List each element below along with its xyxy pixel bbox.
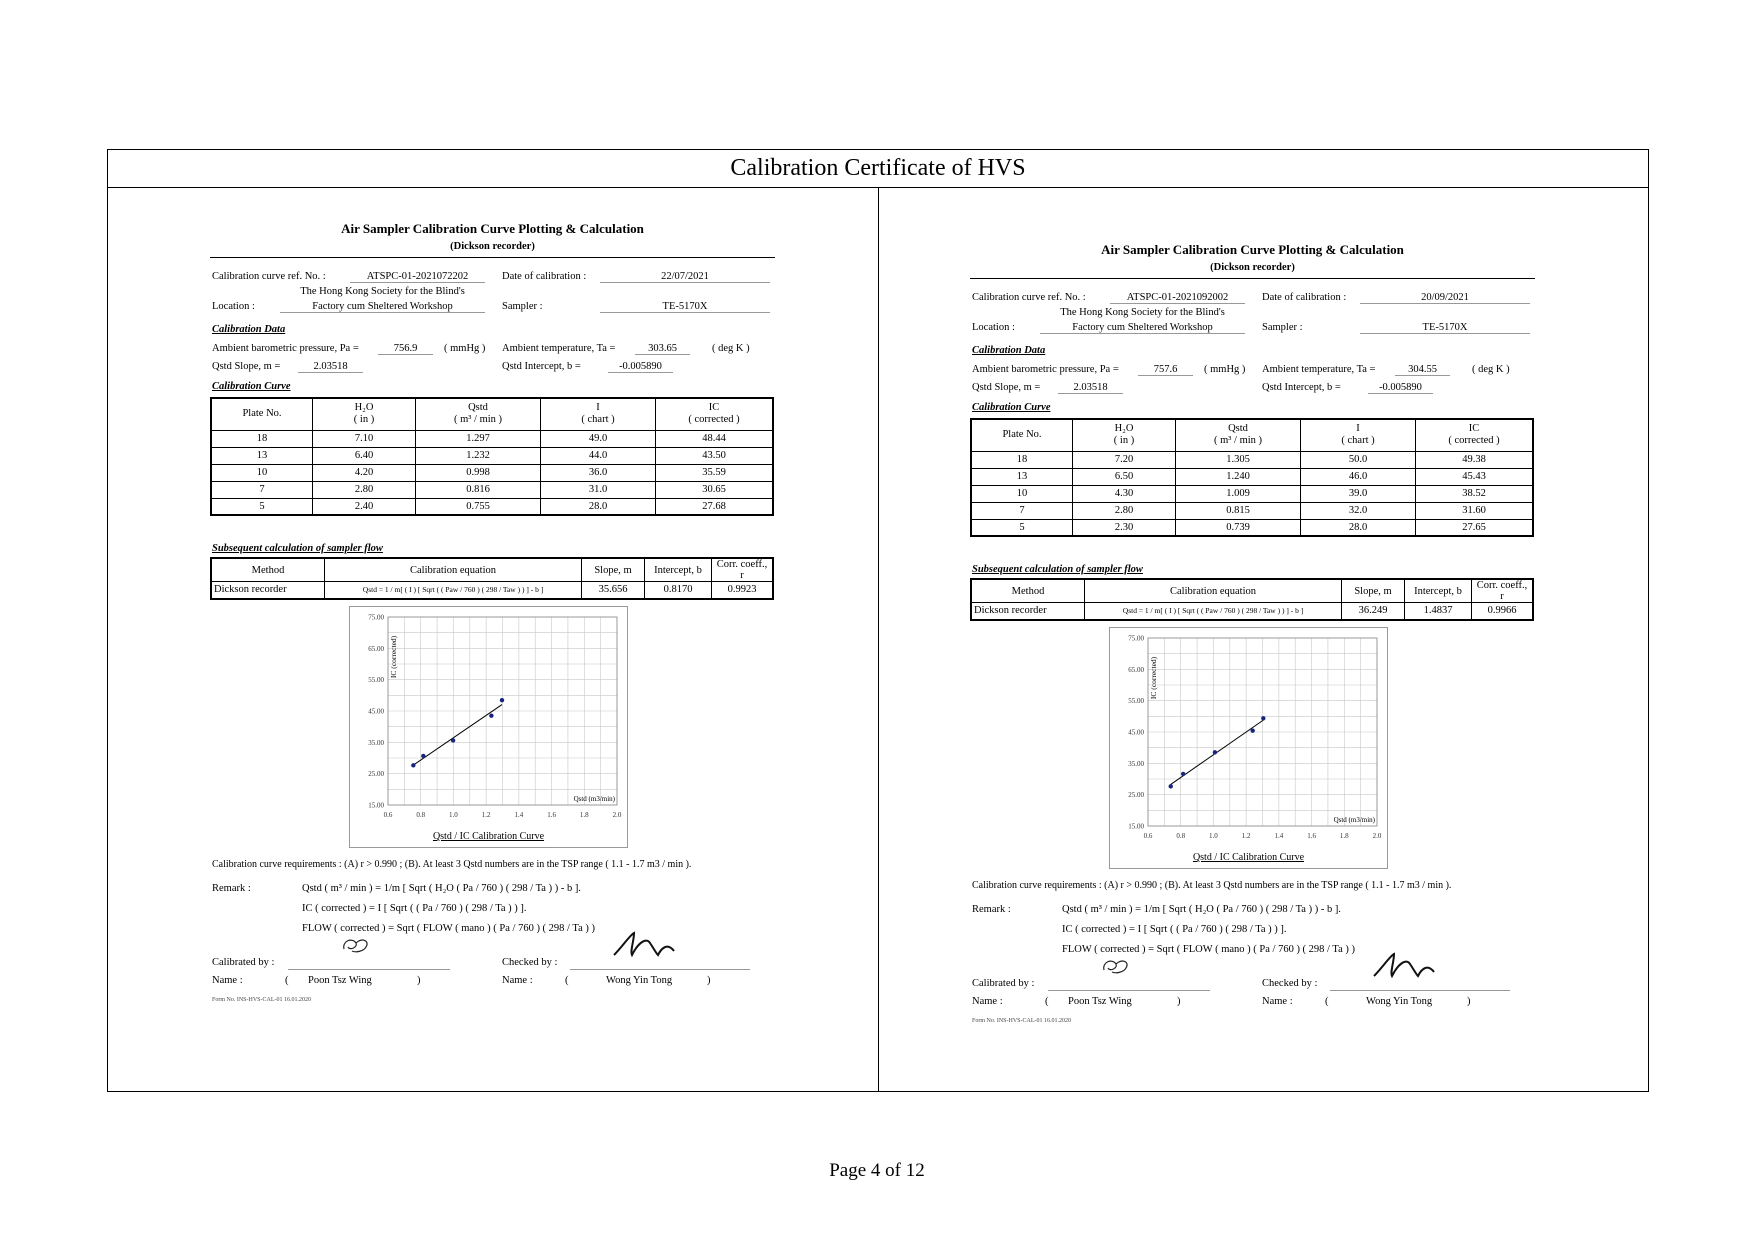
table-row — [211, 481, 773, 498]
col-plate-no — [211, 398, 313, 430]
sub-cell-text: Dickson recorder — [974, 605, 1047, 617]
location-label: Location : — [972, 322, 1015, 333]
chart-svg — [350, 607, 627, 847]
form-number: Form No. INS-HVS-CAL-01 16.01.2020 — [972, 1018, 1071, 1024]
remark-line-2: IC ( corrected ) = I [ Sqrt ( ( Pa / 760 ) ( 298 / Ta ) ) ]. — [302, 903, 527, 914]
sub-cell-text: 0.8170 — [663, 584, 693, 596]
panel-heading: Air Sampler Calibration Curve Plotting & Calculation — [1101, 242, 1404, 257]
col-i — [1301, 419, 1416, 451]
panel-subheading: (Dickson recorder) — [1210, 262, 1295, 273]
sub-corr — [712, 582, 774, 599]
pa-unit: ( mmHg ) — [444, 343, 486, 354]
x-tick-label: 0.8 — [416, 811, 426, 819]
intercept-label: Qstd Intercept, b = — [502, 361, 581, 372]
ta-value: 304.55 — [1395, 364, 1450, 376]
sub-header-text: Intercept, b — [654, 564, 702, 576]
calibrator-name: Poon Tsz Wing — [1068, 996, 1132, 1007]
calibrated-by-label: Calibrated by : — [212, 957, 275, 968]
curve-header-text: ( in ) — [1113, 435, 1135, 447]
remark-label: Remark : — [972, 904, 1011, 915]
sub-header-text: Calibration equation — [1169, 585, 1257, 597]
curve-header-text: ( chart ) — [581, 414, 615, 426]
table-cell: 13 — [971, 468, 1073, 485]
col-h2o — [313, 398, 416, 430]
table-cell: 0.755 — [416, 498, 541, 515]
checker-paren-close: ) — [1467, 996, 1471, 1007]
panel-subheading: (Dickson recorder) — [450, 241, 535, 252]
table-cell: 6.50 — [1073, 468, 1176, 485]
table-cell: 0.816 — [416, 481, 541, 498]
slope-label: Qstd Slope, m = — [212, 361, 281, 372]
table-cell: 43.50 — [656, 447, 774, 464]
table-cell: 44.0 — [541, 447, 656, 464]
sub-cell-text: Qstd = 1 / m[ ( I ) [ Sqrt ( ( Paw / 760 ) ( 298 / Taw ) ) ] - b ] — [362, 585, 544, 595]
x-tick-label: 1.2 — [481, 811, 491, 819]
sub-header-text: Corr. coeff., r — [1476, 580, 1528, 602]
sub-col-slope — [582, 558, 645, 582]
sub-header-text: Method — [1011, 585, 1045, 597]
calibration-curve-table — [970, 418, 1534, 537]
slope-label: Qstd Slope, m = — [972, 382, 1041, 393]
sub-col-corr — [1472, 579, 1534, 603]
curve-header-text: ( corrected ) — [1448, 435, 1500, 447]
intercept-value: -0.005890 — [1368, 382, 1433, 394]
ref-label: Calibration curve ref. No. : — [972, 292, 1086, 303]
sub-col-intercept — [1405, 579, 1472, 603]
calibrator-paren-open: ( — [285, 975, 289, 986]
table-cell: 1.009 — [1176, 485, 1301, 502]
checker-name: Wong Yin Tong — [1366, 996, 1433, 1007]
table-cell: 2.80 — [313, 481, 416, 498]
sub-cell-text: Dickson recorder — [214, 584, 287, 596]
sub-header-text: Intercept, b — [1414, 585, 1462, 597]
table-cell: 2.40 — [313, 498, 416, 515]
col-qstd — [416, 398, 541, 430]
x-tick-label: 1.6 — [547, 811, 556, 819]
table-row — [211, 430, 773, 447]
y-tick-label: 65.00 — [368, 644, 384, 653]
curve-header-text: H₂O — [1114, 423, 1134, 435]
data-point — [451, 738, 455, 742]
y-tick-label: 75.00 — [368, 613, 384, 622]
subsequent-calc-title: Subsequent calculation of sampler flow — [972, 564, 1143, 575]
x-axis-inner-label: Qstd (m3/min) — [1333, 816, 1375, 824]
data-point — [1250, 728, 1254, 732]
calibrator-paren-open: ( — [1045, 996, 1049, 1007]
table-cell: 49.0 — [541, 430, 656, 447]
date-value: 22/07/2021 — [600, 271, 770, 283]
sub-intercept — [1405, 603, 1472, 620]
y-tick-label: 45.00 — [1128, 728, 1144, 737]
col-qstd — [1176, 419, 1301, 451]
sub-cell-text: 0.9923 — [727, 584, 757, 596]
sub-header-text: Calibration equation — [409, 564, 497, 576]
table-cell: 7.10 — [313, 430, 416, 447]
certificate-title: Calibration Certificate of HVS — [108, 150, 1648, 188]
x-tick-label: 1.2 — [1241, 832, 1251, 840]
x-tick-label: 1.4 — [1274, 832, 1284, 840]
date-label: Date of calibration : — [502, 271, 587, 282]
pa-value: 756.9 — [378, 343, 433, 355]
x-tick-label: 1.6 — [1307, 832, 1316, 840]
table-cell: 5 — [211, 498, 313, 515]
col-h2o — [1073, 419, 1176, 451]
curve-header-text: IC — [1468, 423, 1480, 435]
calibration-rows — [971, 451, 1533, 536]
checked-by-label: Checked by : — [1262, 978, 1318, 989]
curve-header-text: ( m³ / min ) — [453, 414, 503, 426]
calibration-curve-title: Calibration Curve — [972, 402, 1051, 413]
table-cell: 7.20 — [1073, 451, 1176, 468]
data-point — [1181, 772, 1185, 776]
x-axis-label: Qstd / IC Calibration Curve — [1192, 852, 1305, 863]
date-label: Date of calibration : — [1262, 292, 1347, 303]
x-tick-label: 1.8 — [1339, 832, 1349, 840]
y-axis-label: IC (corrected) — [1149, 656, 1158, 700]
panel-heading: Air Sampler Calibration Curve Plotting & Calculation — [341, 221, 644, 236]
subsequent-calc-table — [970, 578, 1534, 621]
table-cell: 32.0 — [1301, 502, 1416, 519]
sub-cell-text: 1.4837 — [1423, 605, 1453, 617]
intercept-label: Qstd Intercept, b = — [1262, 382, 1341, 393]
y-tick-label: 25.00 — [1128, 791, 1144, 800]
table-cell: 28.0 — [1301, 519, 1416, 536]
pa-label: Ambient barometric pressure, Pa = — [972, 364, 1119, 375]
checker-paren-open: ( — [565, 975, 569, 986]
curve-header-text: Qstd — [468, 402, 488, 414]
curve-header-text: Plate No. — [242, 408, 282, 420]
data-point — [1213, 750, 1217, 754]
sub-cell-text: 0.9966 — [1487, 605, 1517, 617]
table-cell: 31.60 — [1416, 502, 1534, 519]
checker-name: Wong Yin Tong — [606, 975, 673, 986]
checker-name-label: Name : — [502, 975, 533, 986]
x-tick-label: 1.4 — [514, 811, 524, 819]
table-row — [971, 468, 1533, 485]
ta-label: Ambient temperature, Ta = — [502, 343, 616, 354]
x-axis-label: Qstd / IC Calibration Curve — [432, 831, 545, 842]
table-cell: 1.297 — [416, 430, 541, 447]
slope-value: 2.03518 — [298, 361, 363, 373]
table-cell: 35.59 — [656, 464, 774, 481]
sub-header-text: Slope, m — [594, 564, 632, 576]
location-line2: Factory cum Sheltered Workshop — [1040, 322, 1245, 334]
x-tick-label: 0.6 — [383, 811, 393, 819]
x-tick-label: 1.0 — [449, 811, 458, 819]
pa-value: 757.6 — [1138, 364, 1193, 376]
data-point — [1169, 784, 1173, 788]
remark-line-2: IC ( corrected ) = I [ Sqrt ( ( Pa / 760 ) ( 298 / Ta ) ) ]. — [1062, 924, 1287, 935]
sub-method — [971, 603, 1085, 620]
calibration-data-title: Calibration Data — [212, 324, 286, 335]
remark-line-1: Qstd ( m³ / min ) = 1/m [ Sqrt ( H₂O ( Pa / 760 ) ( 298 / Ta ) ) - b ]. — [302, 883, 581, 894]
table-cell: 1.232 — [416, 447, 541, 464]
y-tick-label: 55.00 — [368, 676, 384, 685]
checker-signature — [1370, 950, 1440, 980]
sampler-label: Sampler : — [1262, 322, 1303, 333]
chart-svg — [1110, 628, 1387, 868]
table-cell: 13 — [211, 447, 313, 464]
y-tick-label: 65.00 — [1128, 665, 1144, 674]
calibration-panel — [210, 221, 775, 1021]
calibrator-signature — [338, 933, 378, 959]
table-cell: 4.20 — [313, 464, 416, 481]
location-line1: The Hong Kong Society for the Blind's — [300, 286, 465, 297]
sub-col-equation — [325, 558, 582, 582]
curve-header-text: I — [1356, 423, 1360, 435]
table-cell: 2.80 — [1073, 502, 1176, 519]
y-tick-label: 15.00 — [368, 801, 384, 810]
col-i — [541, 398, 656, 430]
sub-corr — [1472, 603, 1534, 620]
date-value: 20/09/2021 — [1360, 292, 1530, 304]
table-row — [971, 502, 1533, 519]
calibration-curve-title: Calibration Curve — [212, 381, 291, 392]
panel-divider — [878, 187, 879, 1091]
pa-label: Ambient barometric pressure, Pa = — [212, 343, 359, 354]
data-point — [1261, 716, 1265, 720]
heading-rule — [970, 278, 1535, 279]
ta-value: 303.65 — [635, 343, 690, 355]
checker-signature — [610, 929, 680, 959]
sub-col-corr — [712, 558, 774, 582]
checked-by-label: Checked by : — [502, 957, 558, 968]
sub-col-equation — [1085, 579, 1342, 603]
table-row — [211, 447, 773, 464]
table-row — [971, 485, 1533, 502]
requirements-text: Calibration curve requirements : (A) r > 0.990 ; (B). At least 3 Qstd numbers are in the TSP range ( 1.1 - 1.7 m3 / min ). — [972, 880, 1452, 891]
sub-equation — [325, 582, 582, 599]
x-tick-label: 1.0 — [1209, 832, 1218, 840]
calibrated-by-label: Calibrated by : — [972, 978, 1035, 989]
y-tick-label: 15.00 — [1128, 822, 1144, 831]
sub-cell-text: 35.656 — [598, 584, 628, 596]
table-cell: 36.0 — [541, 464, 656, 481]
table-cell: 48.44 — [656, 430, 774, 447]
y-tick-label: 25.00 — [368, 770, 384, 779]
page-number: Page 4 of 12 — [829, 1160, 925, 1181]
y-tick-label: 35.00 — [368, 738, 384, 747]
table-row — [211, 498, 773, 515]
curve-header-text: H₂O — [354, 402, 374, 414]
table-cell: 0.998 — [416, 464, 541, 481]
requirements-text: Calibration curve requirements : (A) r > 0.990 ; (B). At least 3 Qstd numbers are in the TSP range ( 1.1 - 1.7 m3 / min ). — [212, 859, 692, 870]
y-axis-label: IC (corrected) — [389, 635, 398, 679]
table-cell: 0.815 — [1176, 502, 1301, 519]
col-plate-no — [971, 419, 1073, 451]
table-cell: 6.40 — [313, 447, 416, 464]
sub-cell-text: 36.249 — [1358, 605, 1388, 617]
checker-name-label: Name : — [1262, 996, 1293, 1007]
checker-paren-open: ( — [1325, 996, 1329, 1007]
table-cell: 46.0 — [1301, 468, 1416, 485]
table-cell: 27.68 — [656, 498, 774, 515]
col-ic — [656, 398, 774, 430]
table-cell: 10 — [971, 485, 1073, 502]
location-line1: The Hong Kong Society for the Blind's — [1060, 307, 1225, 318]
data-point — [500, 698, 504, 702]
x-tick-label: 0.8 — [1176, 832, 1186, 840]
trendline — [413, 705, 502, 766]
curve-header-text: ( m³ / min ) — [1213, 435, 1263, 447]
pa-unit: ( mmHg ) — [1204, 364, 1246, 375]
table-cell: 1.305 — [1176, 451, 1301, 468]
sub-slope — [582, 582, 645, 599]
remark-line-3: FLOW ( corrected ) = Sqrt ( FLOW ( mano ) ( Pa / 760 ) ( 298 / Ta ) ) — [1062, 944, 1355, 955]
sub-col-method — [211, 558, 325, 582]
calibration-curve-table — [210, 397, 774, 516]
table-cell: 7 — [211, 481, 313, 498]
y-tick-label: 35.00 — [1128, 759, 1144, 768]
location-line2: Factory cum Sheltered Workshop — [280, 301, 485, 313]
calibration-panel — [970, 242, 1535, 1042]
calibrator-name-label: Name : — [212, 975, 243, 986]
table-cell: 18 — [971, 451, 1073, 468]
sampler-value: TE-5170X — [1360, 322, 1530, 334]
table-cell: 0.739 — [1176, 519, 1301, 536]
calibrator-name: Poon Tsz Wing — [308, 975, 372, 986]
calibrator-name-label: Name : — [972, 996, 1003, 1007]
table-cell: 1.240 — [1176, 468, 1301, 485]
sub-slope — [1342, 603, 1405, 620]
x-tick-label: 2.0 — [1372, 832, 1382, 840]
calibrator-paren-close: ) — [1177, 996, 1181, 1007]
calibrator-signature — [1098, 954, 1138, 980]
intercept-value: -0.005890 — [608, 361, 673, 373]
form-number: Form No. INS-HVS-CAL-01 16.01.2020 — [212, 997, 311, 1003]
x-axis-inner-label: Qstd (m3/min) — [573, 795, 615, 803]
curve-header-text: ( in ) — [353, 414, 375, 426]
curve-header-text: I — [596, 402, 600, 414]
y-tick-label: 45.00 — [368, 707, 384, 716]
curve-header-text: Plate No. — [1002, 429, 1042, 441]
sampler-label: Sampler : — [502, 301, 543, 312]
table-cell: 50.0 — [1301, 451, 1416, 468]
col-ic — [1416, 419, 1534, 451]
calibrator-paren-close: ) — [417, 975, 421, 986]
sub-header-text: Corr. coeff., r — [716, 559, 768, 581]
curve-header-text: Qstd — [1228, 423, 1248, 435]
ref-label: Calibration curve ref. No. : — [212, 271, 326, 282]
subsequent-calc-table — [210, 557, 774, 600]
sub-col-intercept — [645, 558, 712, 582]
sub-method — [211, 582, 325, 599]
table-cell: 4.30 — [1073, 485, 1176, 502]
calibration-data-title: Calibration Data — [972, 345, 1046, 356]
data-point — [411, 763, 415, 767]
data-point — [489, 714, 493, 718]
table-cell: 27.65 — [1416, 519, 1534, 536]
table-cell: 18 — [211, 430, 313, 447]
slope-value: 2.03518 — [1058, 382, 1123, 394]
table-row — [971, 519, 1533, 536]
remark-line-3: FLOW ( corrected ) = Sqrt ( FLOW ( mano ) ( Pa / 760 ) ( 298 / Ta ) ) — [302, 923, 595, 934]
table-row — [211, 464, 773, 481]
checker-paren-close: ) — [707, 975, 711, 986]
table-row — [971, 451, 1533, 468]
ta-label: Ambient temperature, Ta = — [1262, 364, 1376, 375]
table-cell: 5 — [971, 519, 1073, 536]
ta-unit: ( deg K ) — [1472, 364, 1510, 375]
table-cell: 2.30 — [1073, 519, 1176, 536]
sub-header-text: Method — [251, 564, 285, 576]
x-tick-label: 1.8 — [579, 811, 589, 819]
sub-col-method — [971, 579, 1085, 603]
sub-header-text: Slope, m — [1354, 585, 1392, 597]
table-cell: 7 — [971, 502, 1073, 519]
table-cell: 10 — [211, 464, 313, 481]
heading-rule — [210, 257, 775, 258]
table-cell: 38.52 — [1416, 485, 1534, 502]
table-cell: 30.65 — [656, 481, 774, 498]
sub-cell-text: Qstd = 1 / m[ ( I ) [ Sqrt ( ( Paw / 760 ) ( 298 / Taw ) ) ] - b ] — [1122, 606, 1304, 616]
curve-header-text: ( chart ) — [1341, 435, 1375, 447]
table-cell: 45.43 — [1416, 468, 1534, 485]
table-cell: 28.0 — [541, 498, 656, 515]
sub-intercept — [645, 582, 712, 599]
y-tick-label: 75.00 — [1128, 634, 1144, 643]
curve-header-text: IC — [708, 402, 720, 414]
calibration-chart — [1109, 627, 1388, 869]
remark-label: Remark : — [212, 883, 251, 894]
x-tick-label: 2.0 — [612, 811, 622, 819]
sub-col-slope — [1342, 579, 1405, 603]
table-cell: 31.0 — [541, 481, 656, 498]
calibration-rows — [211, 430, 773, 515]
location-label: Location : — [212, 301, 255, 312]
calibration-chart — [349, 606, 628, 848]
table-cell: 49.38 — [1416, 451, 1534, 468]
data-point — [421, 754, 425, 758]
y-tick-label: 55.00 — [1128, 697, 1144, 706]
x-tick-label: 0.6 — [1143, 832, 1153, 840]
remark-line-1: Qstd ( m³ / min ) = 1/m [ Sqrt ( H₂O ( Pa / 760 ) ( 298 / Ta ) ) - b ]. — [1062, 904, 1341, 915]
subsequent-calc-title: Subsequent calculation of sampler flow — [212, 543, 383, 554]
table-cell: 39.0 — [1301, 485, 1416, 502]
ta-unit: ( deg K ) — [712, 343, 750, 354]
ref-value: ATSPC-01-2021092002 — [1110, 292, 1245, 304]
ref-value: ATSPC-01-2021072202 — [350, 271, 485, 283]
sampler-value: TE-5170X — [600, 301, 770, 313]
curve-header-text: ( corrected ) — [688, 414, 740, 426]
sub-equation — [1085, 603, 1342, 620]
